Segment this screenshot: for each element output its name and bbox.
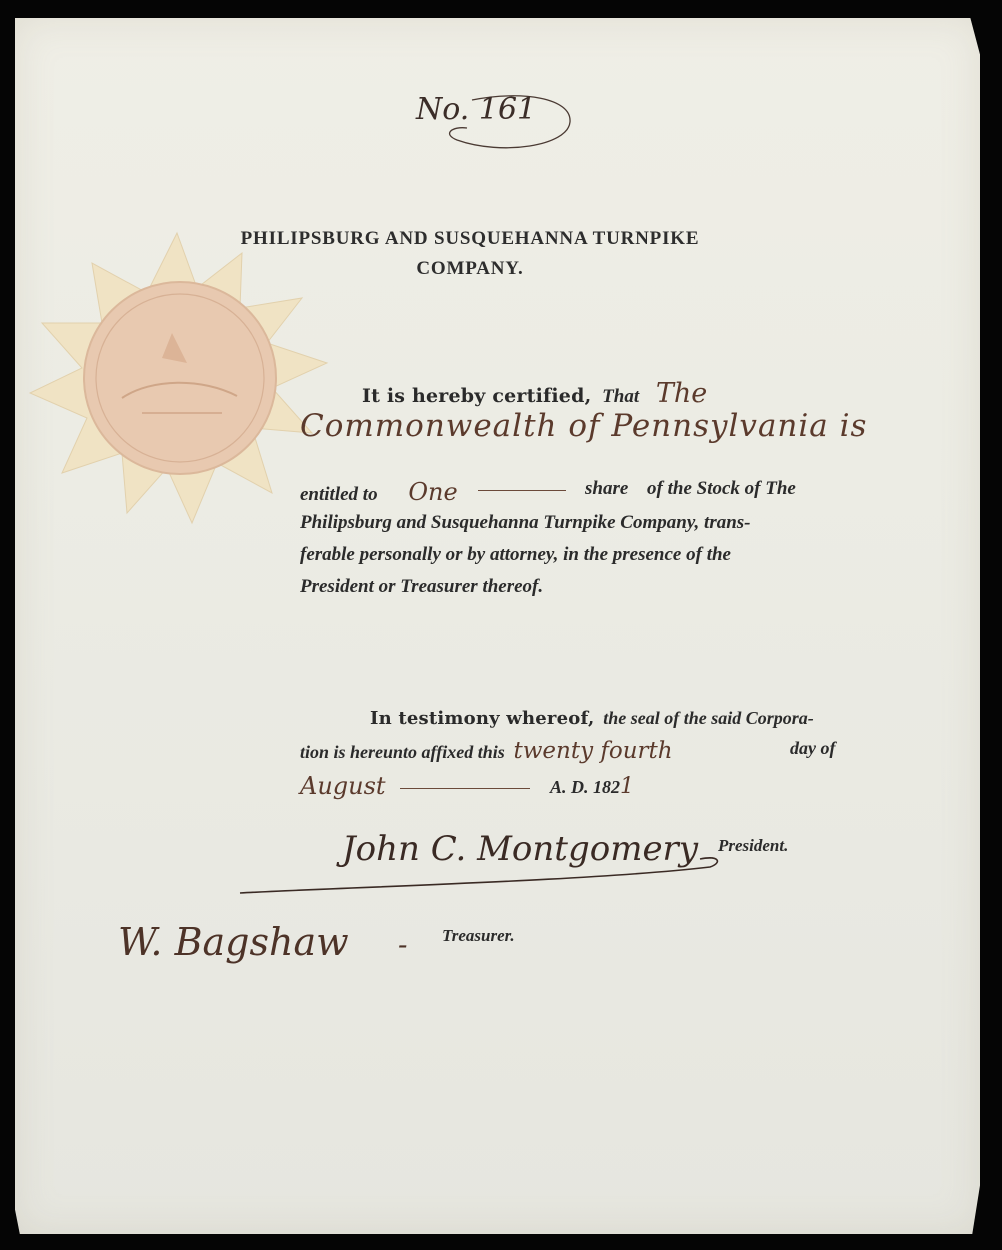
certificate-paper	[15, 18, 980, 1234]
that-word: That	[602, 386, 640, 407]
month-written: August	[300, 772, 386, 800]
certified-line	[362, 378, 707, 409]
holder-line1: The	[655, 378, 708, 409]
year-digit-written: 1	[620, 774, 635, 799]
certificate-number: No. 161	[412, 88, 582, 158]
body-line-4: President or Treasurer thereof.	[300, 576, 544, 597]
company-title	[150, 228, 790, 280]
testimony-lead: In testimony whereof,	[370, 708, 595, 729]
shares-written: One	[408, 478, 458, 506]
president-label: President.	[718, 836, 789, 855]
company-title-line2: COMPANY.	[416, 258, 524, 279]
treasurer-label: Treasurer.	[442, 926, 515, 945]
company-title-line1: PHILIPSBURG AND SUSQUEHANNA TURNPIKE	[240, 228, 700, 249]
ad-text: A. D. 1821	[550, 774, 635, 799]
affixed-line: tion is hereunto affixed this twenty fourth	[300, 738, 673, 764]
treasurer-signature: W. Bagshaw	[118, 920, 349, 964]
shares-rule	[478, 490, 566, 491]
holder-line2: Commonwealth of Pennsylvania is	[300, 408, 868, 444]
share-text: share of the Stock of The	[585, 478, 796, 499]
entitled-line: entitled to One	[300, 478, 458, 506]
month-rule	[400, 788, 530, 789]
treasurer-dash: -	[398, 928, 408, 961]
body-line-2: Philipsburg and Susquehanna Turnpike Company, trans-	[300, 512, 751, 533]
testimony-line: In testimony whereof, the seal of the said Corpora-	[370, 708, 814, 729]
certified-lead: It is hereby certified,	[362, 385, 592, 407]
body-line-3: ferable personally or by attorney, in the presence of the	[300, 544, 731, 565]
day-of-text: day of	[790, 738, 836, 758]
day-written: twenty fourth	[513, 738, 673, 764]
president-signature: John C. Montgomery	[230, 815, 730, 905]
date-line	[300, 772, 386, 800]
